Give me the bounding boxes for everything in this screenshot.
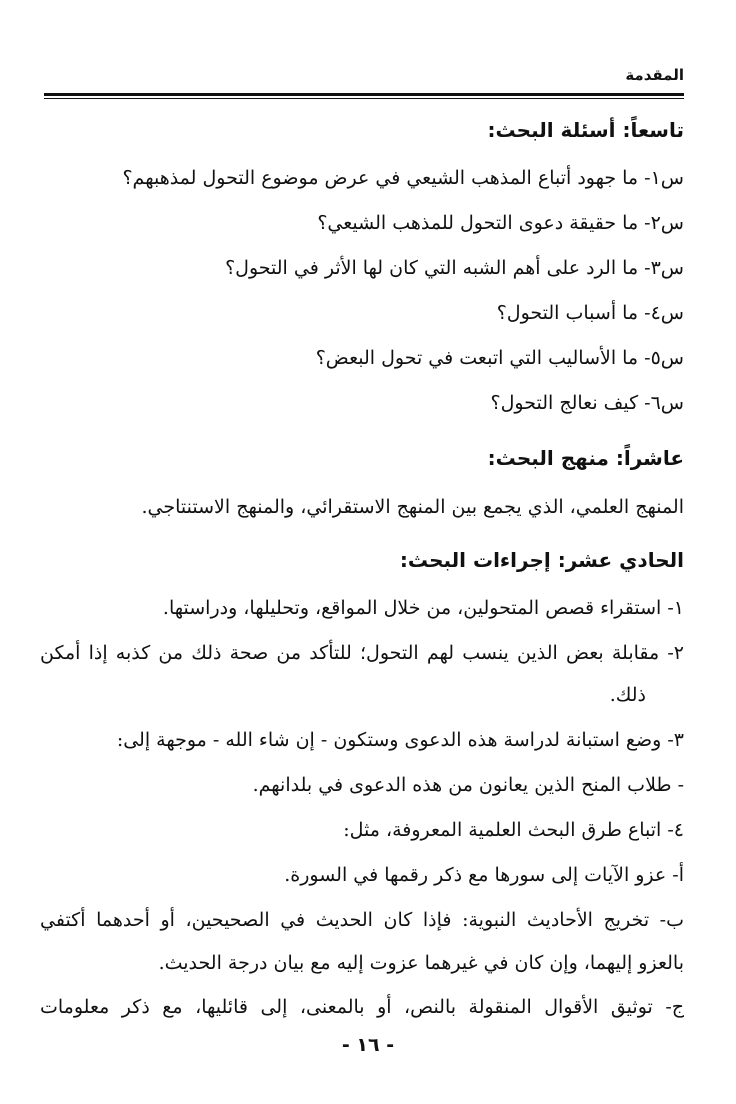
question-item: س١- ما جهود أتباع المذهب الشيعي في عرض موضوع التحول لمذهبهم؟ <box>122 167 684 189</box>
procedures-heading: الحادي عشر: إجراءات البحث: <box>399 548 684 572</box>
procedure-line: بالعزو إليهما، وإن كان في غيرهما عزوت إليه مع بيان درجة الحديث. <box>158 952 684 974</box>
question-item: س٤- ما أسباب التحول؟ <box>496 302 684 324</box>
question-item: س٢- ما حقيقة دعوى التحول للمذهب الشيعي؟ <box>317 212 684 234</box>
method-text: المنهج العلمي، الذي يجمع بين المنهج الاستقرائي، والمنهج الاستنتاجي. <box>141 496 684 518</box>
question-item: س٣- ما الرد على أهم الشبه التي كان لها الأثر في التحول؟ <box>225 257 684 279</box>
question-item: س٦- كيف نعالج التحول؟ <box>490 392 684 414</box>
procedure-line: أ- عزو الآيات إلى سورها مع ذكر رقمها في السورة. <box>284 864 684 886</box>
procedure-line: ٢- مقابلة بعض الذين ينسب لهم التحول؛ للتأكد من صحة ذلك من كذبه إذا أمكن <box>40 642 684 664</box>
questions-heading: تاسعاً: أسئلة البحث: <box>487 118 684 142</box>
procedure-line: - طلاب المنح الذين يعانون من هذه الدعوى في بلدانهم. <box>252 774 684 796</box>
procedure-line: ٤- اتباع طرق البحث العلمية المعروفة، مثل: <box>343 819 684 841</box>
procedure-line: ب- تخريج الأحاديث النبوية: فإذا كان الحديث في الصحيحين، أو أحدهما أكتفي <box>40 909 684 931</box>
procedure-line: ١- استقراء قصص المتحولين، من خلال المواقع، وتحليلها، ودراستها. <box>162 597 684 619</box>
question-item: س٥- ما الأساليب التي اتبعت في تحول البعض؟ <box>315 347 684 369</box>
procedure-line: ٣- وضع استبانة لدراسة هذه الدعوى وستكون - إن شاء الله - موجهة إلى: <box>116 729 684 751</box>
header-rule-thin <box>44 98 684 99</box>
page-number: - ١٦ - <box>341 1034 395 1056</box>
procedure-line: ذلك. <box>609 684 646 706</box>
running-header: المقدمة <box>625 66 684 84</box>
header-rule-thick <box>44 93 684 96</box>
procedure-line: ج- توثيق الأقوال المنقولة بالنص، أو بالمعنى، إلى قائليها، مع ذكر معلومات <box>40 996 684 1018</box>
method-heading: عاشراً: منهج البحث: <box>487 446 684 470</box>
